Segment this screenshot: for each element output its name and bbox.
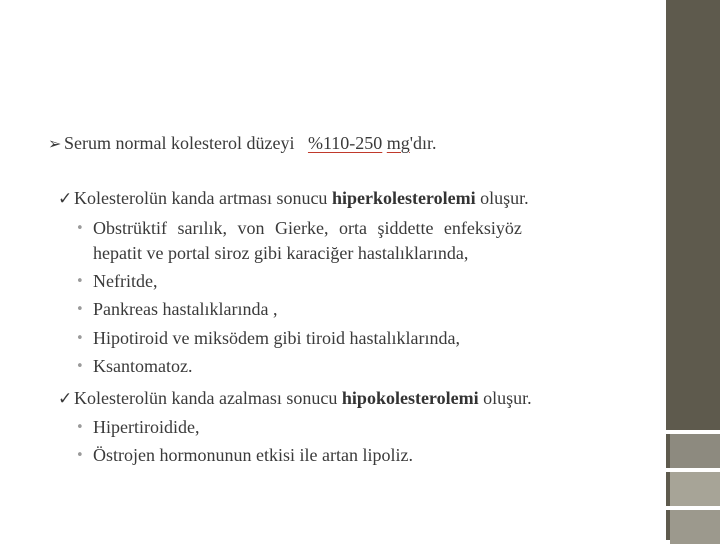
dot-bullet-icon: • bbox=[76, 359, 84, 374]
dot-bullet-icon: • bbox=[76, 302, 84, 317]
list-item: Hipotiroid ve miksödem gibi tiroid hastalıklarında, bbox=[93, 328, 460, 348]
decrease-suffix: oluşur. bbox=[483, 388, 532, 408]
check-bullet-icon: ✓ bbox=[58, 389, 73, 409]
increase-suffix: oluşur. bbox=[480, 188, 529, 208]
hypocholesterolemia-line bbox=[58, 387, 532, 410]
dot-bullet-icon: • bbox=[76, 221, 84, 236]
list-item: Nefritde, bbox=[93, 271, 158, 291]
serum-suffix: 'dır. bbox=[409, 133, 437, 153]
sidebar-tile bbox=[670, 434, 720, 468]
serum-cholesterol-line bbox=[48, 132, 437, 155]
hypercholesterolemia-line bbox=[58, 187, 529, 210]
list-item: Obstrüktif sarılık, von Gierke, orta şiddette enfeksiyöz bbox=[93, 218, 522, 238]
dot-bullet-icon: • bbox=[76, 448, 84, 463]
serum-range: %110-250 bbox=[307, 133, 383, 153]
list-item: Östrojen hormonunun etkisi ile artan lipoliz. bbox=[93, 445, 413, 465]
arrow-bullet-icon: ➢ bbox=[48, 134, 62, 153]
list-item: Hipertiroidide, bbox=[93, 417, 200, 437]
list-item: Pankreas hastalıklarında , bbox=[93, 299, 278, 319]
serum-text: Serum normal kolesterol düzeyi bbox=[64, 133, 295, 153]
dot-bullet-icon: • bbox=[76, 331, 84, 346]
sidebar-tile bbox=[670, 472, 720, 506]
serum-unit: mg bbox=[386, 133, 410, 153]
sidebar-tile bbox=[670, 510, 720, 544]
increase-term: hiperkolesterolemi bbox=[331, 188, 476, 208]
decrease-term: hipokolesterolemi bbox=[341, 388, 479, 408]
list-item: Ksantomatoz. bbox=[93, 356, 193, 376]
increase-prefix: Kolesterolün kanda artması sonucu bbox=[74, 188, 328, 208]
dot-bullet-icon: • bbox=[76, 274, 84, 289]
dot-bullet-icon: • bbox=[76, 420, 84, 435]
decrease-prefix: Kolesterolün kanda azalması sonucu bbox=[74, 388, 338, 408]
list-item: hepatit ve portal siroz gibi karaciğer hastalıklarında, bbox=[93, 243, 469, 263]
check-bullet-icon: ✓ bbox=[58, 189, 73, 209]
